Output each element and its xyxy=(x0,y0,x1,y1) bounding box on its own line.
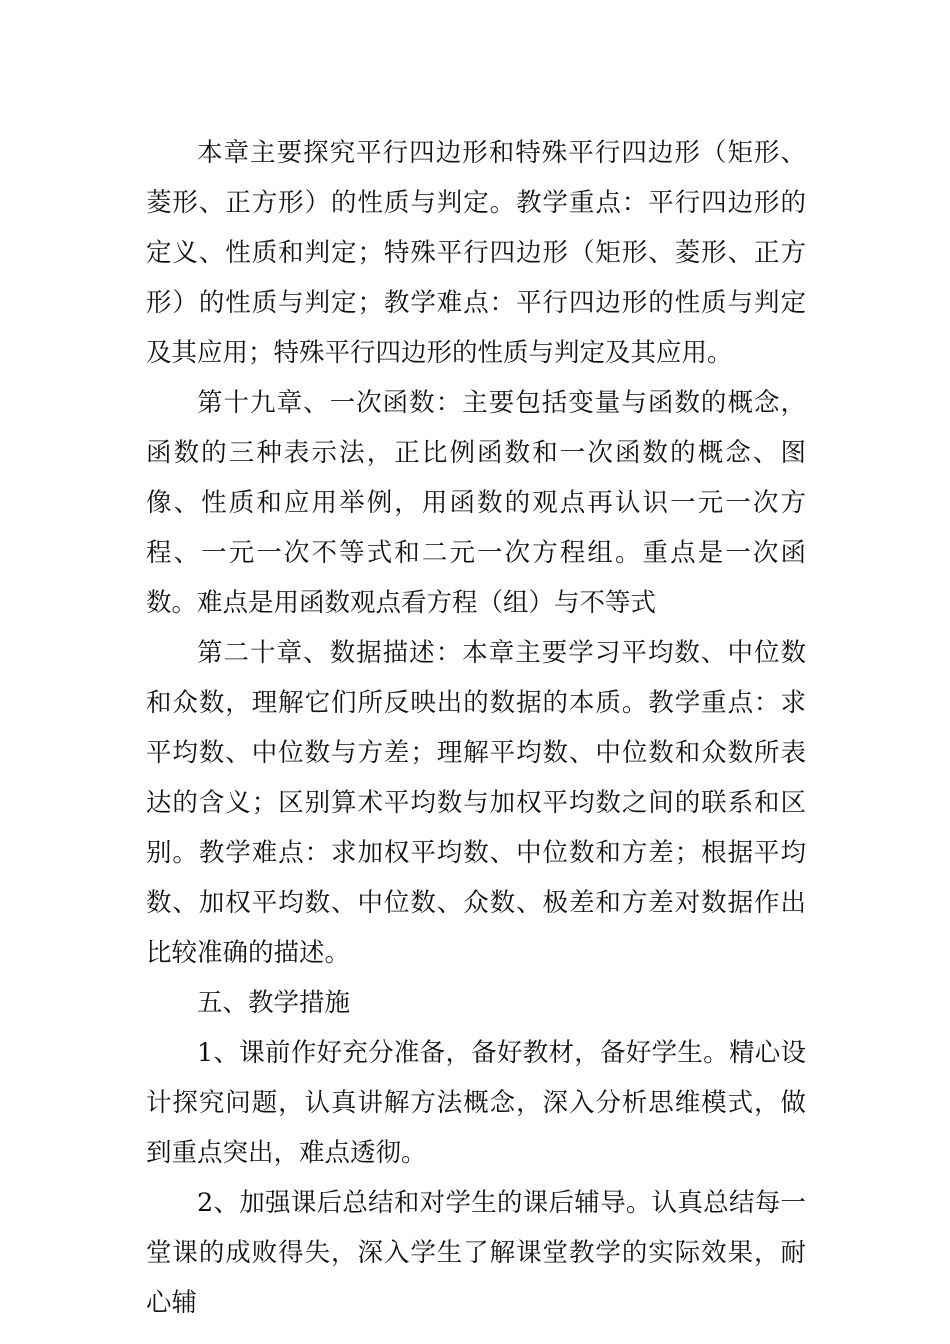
paragraph-linear-functions: 第十九章、一次函数：主要包括变量与函数的概念，函数的三种表示法，正比例函数和一次函数的概念、图像、性质和应用举例，用函数的观点再认识一元一次方程、一元一次不等式和二元一次方程组。重点是一次函数。难点是用函数观点看方程（组）与不等式 xyxy=(146,388,806,618)
paragraph-data-description: 第二十章、数据描述：本章主要学习平均数、中位数和众数，理解它们所反映出的数据的本质。教学重点：求平均数、中位数与方差；理解平均数、中位数和众数所表达的含义；区别算术平均数与加权平均数之间的联系和区别。教学难点：求加权平均数、中位数和方差；根据平均数、加权平均数、中位数、众数、极差和方差对数据作出比较准确的描述。 xyxy=(146,638,806,968)
paragraph-quadrilaterals: 本章主要探究平行四边形和特殊平行四边形（矩形、菱形、正方形）的性质与判定。教学重点：平行四边形的定义、性质和判定；特殊平行四边形（矩形、菱形、正方形）的性质与判定；教学难点：平行四边形的性质与判定及其应用；特殊平行四边形的性质与判定及其应用。 xyxy=(146,138,806,368)
measure-item-2: 2、加强课后总结和对学生的课后辅导。认真总结每一堂课的成败得失，深入学生了解课堂教学的实际效果，耐心辅 xyxy=(146,1188,806,1318)
document-page xyxy=(146,128,806,1328)
measure-item-1: 1、课前作好充分准备，备好教材，备好学生。精心设计探究问题，认真讲解方法概念，深入分析思维模式，做到重点突出，难点透彻。 xyxy=(146,1038,806,1168)
section-heading-teaching-measures: 五、教学措施 xyxy=(197,988,351,1018)
